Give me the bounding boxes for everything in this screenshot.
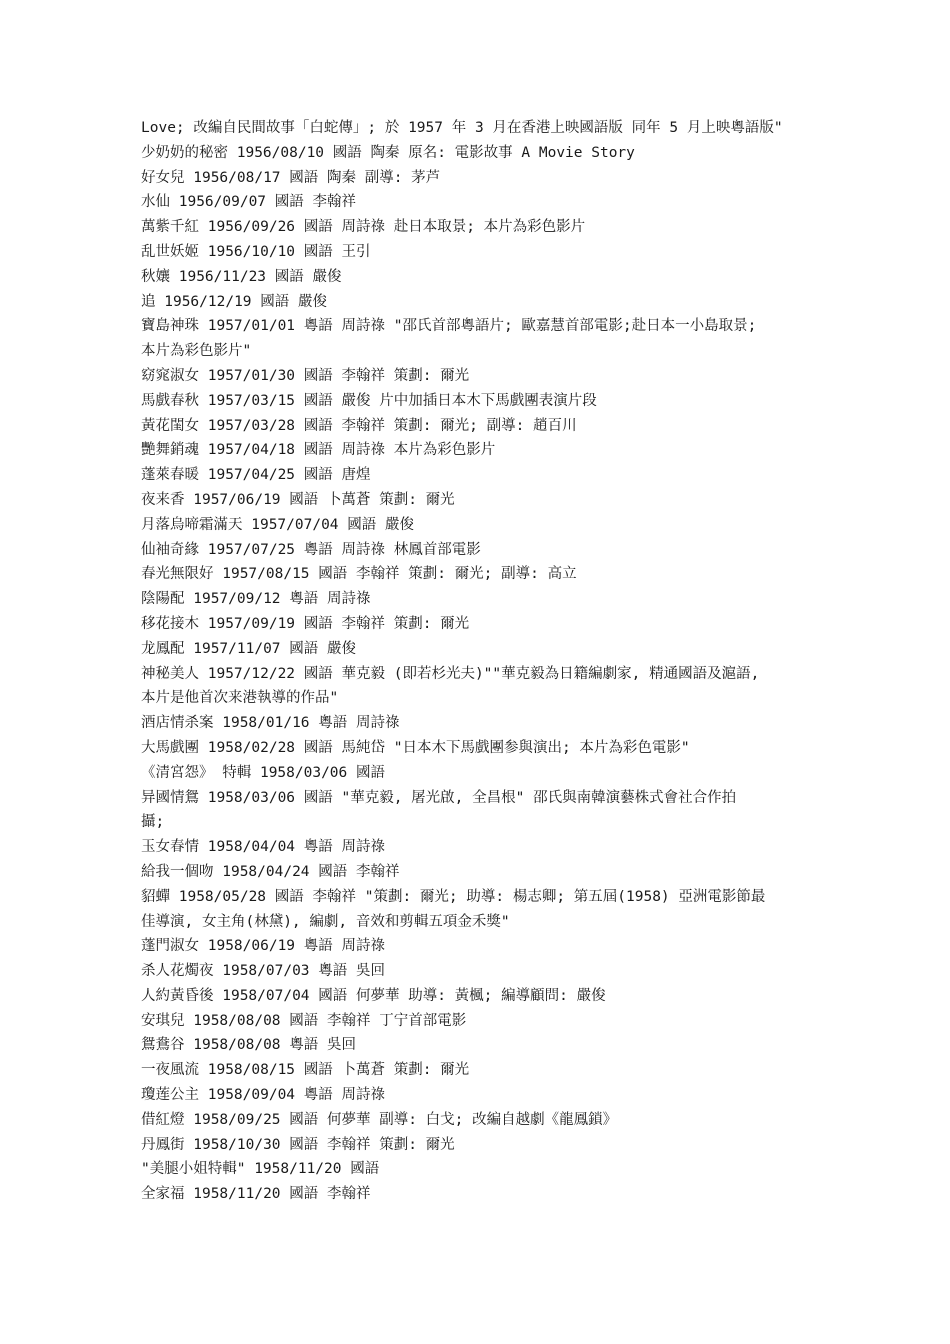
text-line: 蓬萊春暖 1957/04/25 國語 唐煌 [141,467,371,484]
text-line: 神秘美人 1957/12/22 國語 華克毅 (即若杉光夫)""華克毅為日籍編劇家, 精通國語及滬語, [141,665,760,682]
text-line: 春光無限好 1957/08/15 國語 李翰祥 策劃: 爾光; 副導: 高立 [141,566,577,583]
text-line: 陰陽配 1957/09/12 粵語 周詩祿 [141,591,371,608]
text-line: 仙袖奇緣 1957/07/25 粵語 周詩祿 林鳳首部電影 [141,541,481,558]
text-line: 玉女春情 1958/04/04 粵語 周詩祿 [141,839,385,856]
text-line: 月落烏啼霜滿天 1957/07/04 國語 嚴俊 [141,516,414,533]
text-line: 瓊莲公主 1958/09/04 粵語 周詩祿 [141,1087,385,1104]
text-line: 本片為彩色影片" [141,343,252,360]
text-line: 《清宮怨》 特輯 1958/03/06 國語 [141,764,385,781]
text-line: 全家福 1958/11/20 國語 李翰祥 [141,1186,371,1203]
text-line: 一夜風流 1958/08/15 國語 卜萬蒼 策劃: 爾光 [141,1062,470,1079]
text-line: 秋孃 1956/11/23 國語 嚴俊 [141,268,342,285]
text-line: 貂蟬 1958/05/28 國語 李翰祥 "策劃: 爾光; 助導: 楊志卿; 第五屆(1958) 亞洲電影節最 [141,888,766,905]
text-line: 黃花閨女 1957/03/28 國語 李翰祥 策劃: 爾光; 副導: 趙百川 [141,417,577,434]
text-line: 鴛鴦谷 1958/08/08 粵語 吳回 [141,1037,356,1054]
text-line: 杀人花燭夜 1958/07/03 粵語 吳回 [141,963,385,980]
text-line: 好女兒 1956/08/17 國語 陶秦 副導: 茅芦 [141,169,441,186]
text-line: 安琪兒 1958/08/08 國語 李翰祥 丁宁首部電影 [141,1012,467,1029]
text-line: Love; 改編自民間故事「白蛇傳」; 於 1957 年 3 月在香港上映國語版 同年 5 月上映粵語版" [141,120,783,136]
text-line: 佳導演, 女主角(林黛), 編劇, 音效和剪輯五項金禾獎" [141,913,510,930]
text-line: 攝; [141,814,165,831]
text-line: 窈窕淑女 1957/01/30 國語 李翰祥 策劃: 爾光 [141,367,470,384]
text-line: 馬戲春秋 1957/03/15 國語 嚴俊 片中加插日本木下馬戲團表演片段 [141,392,597,409]
text-line: 丹鳳街 1958/10/30 國語 李翰祥 策劃: 爾光 [141,1136,455,1153]
text-line: 大馬戲團 1958/02/28 國語 馬純岱 "日本木下馬戲團参與演出; 本片為彩色電影" [141,739,690,756]
text-line: 蓬門淑女 1958/06/19 粵語 周詩祿 [141,938,385,955]
text-line: 水仙 1956/09/07 國語 李翰祥 [141,194,356,211]
text-line: 人約黃昏後 1958/07/04 國語 何夢華 助導: 黃楓; 編導顧問: 嚴俊 [141,987,606,1004]
text-line: 夜来香 1957/06/19 國語 卜萬蒼 策劃: 爾光 [141,491,455,508]
text-line: 酒店情杀案 1958/01/16 粵語 周詩祿 [141,715,400,732]
text-line: 少奶奶的秘密 1956/08/10 國語 陶秦 原名: 電影故事 A Movie Story [141,144,635,161]
text-line: 异國情鴛 1958/03/06 國語 "華克毅, 屠光啟, 全昌根" 邵氏與南韓演藝株式會社合作拍 [141,789,737,806]
text-line: 寶島神珠 1957/01/01 粵語 周詩祿 "邵氏首部粵語片; 歐嘉慧首部電影;赴日本一小島取景; [141,318,757,335]
text-line: 本片是他首次来港執導的作品" [141,690,339,707]
text-line: 移花接木 1957/09/19 國語 李翰祥 策劃: 爾光 [141,615,470,632]
text-line: 給我一個吻 1958/04/24 國語 李翰祥 [141,863,400,880]
text-line: 龙鳳配 1957/11/07 國語 嚴俊 [141,640,356,657]
text-line: 萬紫千紅 1956/09/26 國語 周詩祿 赴日本取景; 本片為彩色影片 [141,219,586,236]
film-list [141,116,831,1207]
text-line: 借紅燈 1958/09/25 國語 何夢華 副導: 白戈; 改編自越劇《龍鳳鎖》 [141,1111,618,1128]
text-line: "美腿小姐特輯" 1958/11/20 國語 [141,1161,380,1178]
text-line: 乱世妖姬 1956/10/10 國語 王引 [141,243,371,260]
text-line: 追 1956/12/19 國語 嚴俊 [141,293,327,310]
text-line: 艷舞銷魂 1957/04/18 國語 周詩祿 本片為彩色影片 [141,442,496,459]
